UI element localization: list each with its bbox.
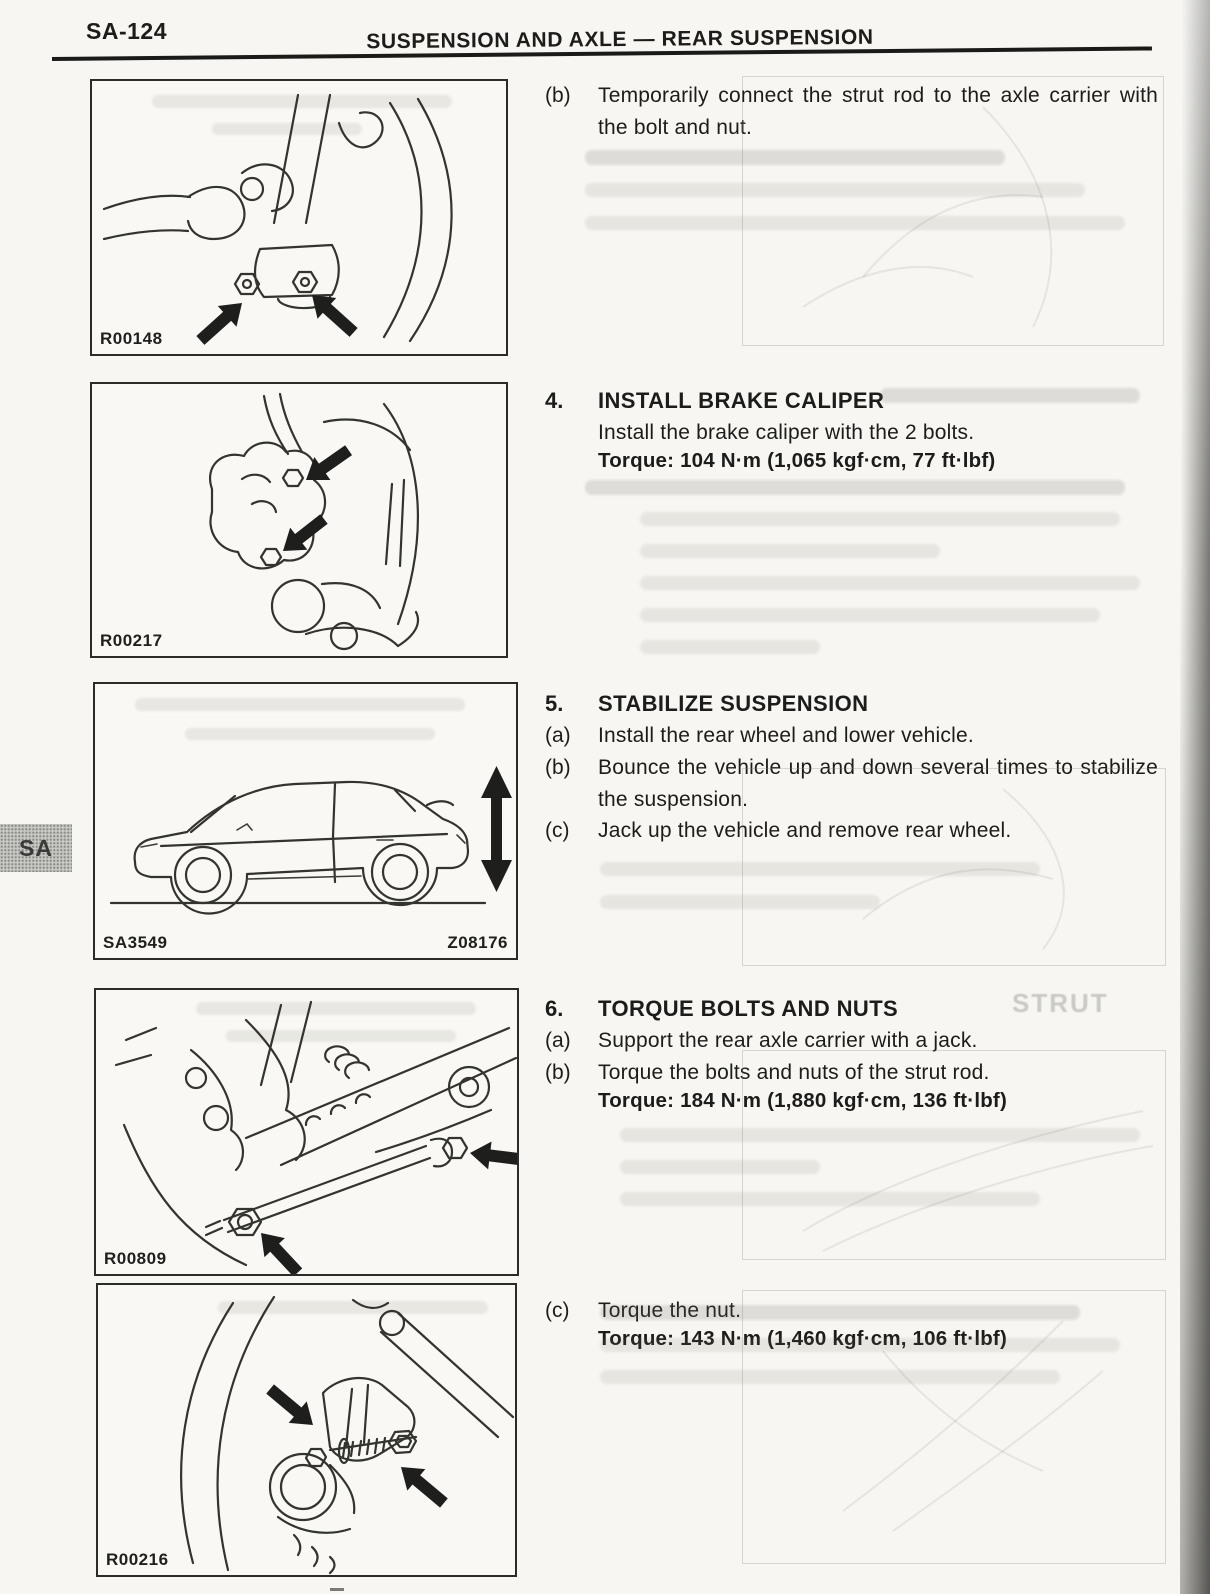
ghost-text-line	[600, 895, 880, 909]
ghost-text-line	[620, 1160, 820, 1174]
step-heading: STABILIZE SUSPENSION	[598, 691, 869, 716]
ghost-text-line	[640, 608, 1100, 622]
step-body: Install the brake caliper with the 2 bolts.	[598, 421, 975, 444]
figure-ref: R00809	[104, 1249, 167, 1268]
ghost-figure-frame	[742, 1050, 1166, 1260]
ghost-text-line	[620, 1128, 1140, 1142]
ghost-figure-frame	[742, 1290, 1166, 1564]
figure-ref: R00216	[106, 1550, 169, 1569]
ghost-text-line	[585, 216, 1125, 230]
instruction-item: (c) Torque the nut.	[545, 1299, 742, 1322]
ghost-text-line	[600, 1370, 1060, 1384]
instruction-item: (b) Bounce the vehicle up and down several times to stabilize the suspension.	[545, 756, 1158, 811]
step-number: 6.	[545, 996, 564, 1021]
page-title: SUSPENSION AND AXLE — REAR SUSPENSION	[366, 25, 874, 54]
instruction-item: (a) Support the rear axle carrier with a jack.	[545, 1029, 978, 1052]
torque-spec: Torque: 104 N·m (1,065 kgf·cm, 77 ft·lbf)	[598, 449, 996, 472]
step-heading: INSTALL BRAKE CALIPER	[598, 388, 885, 413]
brake-caliper-illustration	[92, 384, 506, 656]
arrow-icon	[392, 1456, 453, 1513]
ghost-text-line	[585, 150, 1005, 165]
ghost-drawing	[743, 1291, 1165, 1563]
figure-strut-rod-connect	[90, 79, 508, 356]
step-number: 5.	[545, 691, 564, 716]
figure-ref: SA3549	[103, 933, 168, 952]
scan-edge-tint	[1180, 0, 1210, 1594]
ghost-text-line	[880, 388, 1140, 403]
ghost-text-line	[620, 1192, 1040, 1206]
footer-mark	[330, 1588, 344, 1591]
torque-spec: Torque: 143 N·m (1,460 kgf·cm, 106 ft·lbf)	[598, 1327, 1007, 1350]
figure-ref: R00148	[100, 329, 163, 348]
vehicle-illustration	[95, 684, 516, 958]
ghost-text-line	[640, 544, 940, 558]
suspension-arm-illustration	[96, 990, 517, 1274]
arrow-icon	[468, 1139, 517, 1173]
instruction-item: (a) Install the rear wheel and lower vehicle.	[545, 724, 974, 747]
ghost-drawing	[743, 1051, 1165, 1259]
arrow-icon	[251, 1223, 308, 1274]
ghost-text-line	[600, 862, 1040, 876]
step-heading-row	[545, 688, 1158, 719]
step-number: 4.	[545, 388, 564, 413]
arrow-icon	[191, 293, 251, 351]
figure-ref: R00217	[100, 631, 163, 650]
ghost-word: STRUT	[1012, 988, 1109, 1018]
section-tab: SA	[0, 824, 72, 872]
instruction-item: (c) Jack up the vehicle and remove rear wheel.	[545, 819, 1012, 842]
arrow-icon	[274, 508, 332, 562]
strut-rod-illustration	[92, 81, 506, 354]
ghost-text-line	[600, 1305, 1080, 1320]
arrow-icon	[261, 1378, 322, 1435]
ghost-figure-frame	[742, 76, 1164, 346]
step-body-row	[545, 417, 1158, 449]
step-heading: TORQUE BOLTS AND NUTS	[598, 996, 899, 1021]
figure-nut-torque	[96, 1283, 517, 1577]
ghost-text-line	[640, 576, 1140, 590]
ghost-drawing	[743, 77, 1163, 345]
page-code: SA-124	[86, 18, 167, 44]
figure-vehicle-bounce	[93, 682, 518, 960]
instruction-item: (b) Torque the bolts and nuts of the strut rod.	[545, 1061, 990, 1084]
nut-torque-illustration	[98, 1285, 515, 1575]
ghost-text-line	[640, 640, 820, 654]
double-arrow-icon	[481, 766, 512, 892]
ghost-text-line	[585, 480, 1125, 495]
torque-spec: Torque: 184 N·m (1,880 kgf·cm, 136 ft·lbf)	[598, 1089, 1007, 1112]
figure-ref-right: Z08176	[447, 933, 508, 952]
ghost-text-line	[600, 1338, 1120, 1352]
arrow-icon	[298, 439, 357, 492]
ghost-text-line	[585, 183, 1085, 197]
figure-brake-caliper	[90, 382, 508, 658]
ghost-text-line	[640, 512, 1120, 526]
item-marker: (b)	[545, 84, 571, 107]
figure-strut-rod-torque	[94, 988, 519, 1276]
item-text: Temporarily connect the strut rod to the axle carrier with the bolt and nut.	[598, 84, 1158, 139]
